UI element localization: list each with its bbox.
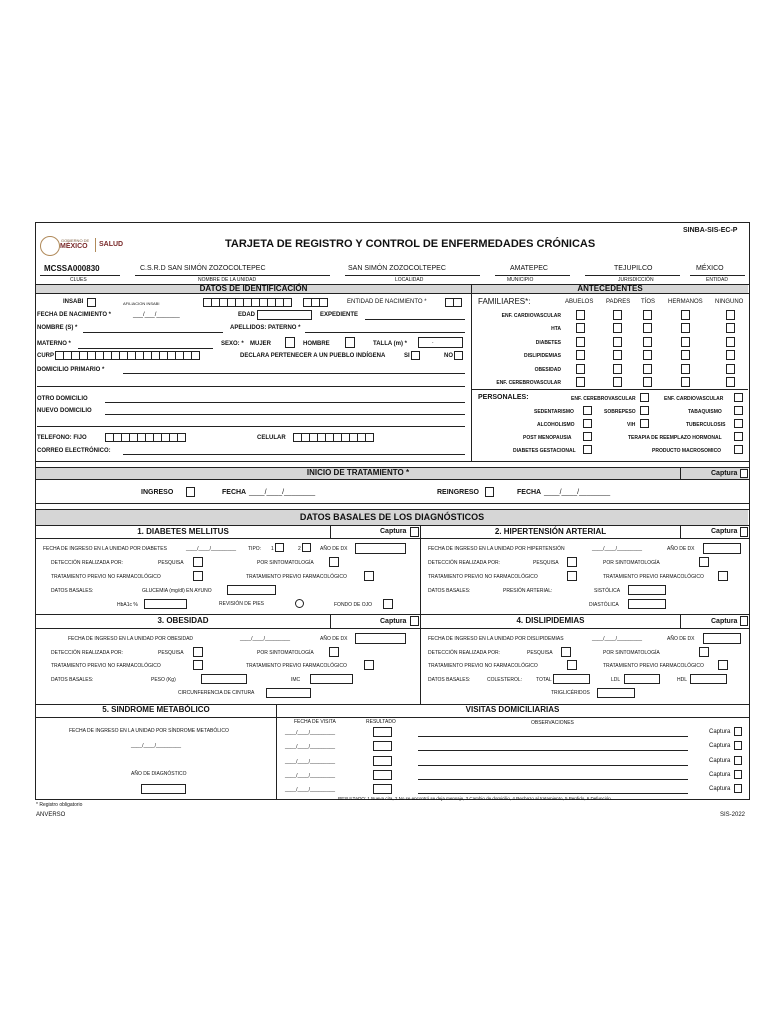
- dm-captura-label: Captura: [380, 528, 407, 535]
- insabi-checkbox[interactable]: [87, 298, 96, 307]
- fam-row-label: DISLIPIDEMIAS: [524, 353, 561, 359]
- fam-row-label: ENF. CEREBROVASCULAR: [496, 380, 561, 386]
- telefono-label: TELEFONO: FIJO: [37, 435, 87, 441]
- dislip-ldl-field[interactable]: [624, 674, 660, 684]
- pers-sedentarismo: SEDENTARISMO: [534, 409, 574, 415]
- dm-anio-field[interactable]: [355, 543, 406, 554]
- obesidad-peso-field[interactable]: [201, 674, 247, 684]
- pers-diabetes-gest: DIABETES GESTACIONAL: [513, 448, 576, 454]
- visit-resultado-field[interactable]: [373, 741, 392, 751]
- macrosomico-checkbox[interactable]: [734, 445, 743, 454]
- fam-checkbox[interactable]: [643, 350, 652, 360]
- ingreso-checkbox[interactable]: [186, 487, 195, 497]
- visitas-observaciones-label: OBSERVACIONES: [531, 720, 574, 726]
- dislip-colesterol: COLESTEROL:: [487, 677, 523, 683]
- hta-fecha-blank[interactable]: ____/____/_________: [592, 546, 643, 552]
- hta-diastolica-field[interactable]: [628, 599, 666, 609]
- alcoholismo-checkbox[interactable]: [583, 419, 592, 428]
- mujer-label: MUJER: [250, 341, 272, 347]
- sobrepeso-checkbox[interactable]: [640, 406, 649, 415]
- visit-captura-label: Captura: [709, 743, 731, 749]
- tratamiento-captura-label: Captura: [711, 470, 738, 477]
- indigena-label: DECLARA PERTENECER A UN PUEBLO INDÍGENA: [240, 353, 386, 359]
- fam-checkbox[interactable]: [726, 337, 735, 347]
- fam-checkbox[interactable]: [681, 323, 690, 333]
- visit-observaciones-line[interactable]: [418, 750, 688, 751]
- obesidad-fecha-label: FECHA DE INGRESO EN LA UNIDAD POR OBESIDAD: [68, 636, 194, 642]
- visitas-leyenda: RESULTADO: 1.Nueva cita, 2.No se encontró se deja mensaje, 3.Cambio de domicilio, 4.Rechazo al tratamiento, 5.Perdido, 6.Defunción.: [338, 796, 612, 801]
- dislip-captura-checkbox[interactable]: [740, 616, 748, 626]
- otro-domicilio-line[interactable]: [105, 402, 465, 403]
- obesidad-captura-checkbox[interactable]: [410, 616, 419, 626]
- col-padres: PADRES: [606, 299, 631, 305]
- hta-no-farm: TRATAMIENTO PREVIO NO FARMACOLÓGICO: [428, 574, 538, 580]
- obesidad-imc: IMC: [291, 677, 301, 683]
- reingreso-fecha-label: FECHA: [517, 489, 542, 496]
- dm-no-farm-checkbox[interactable]: [193, 571, 203, 581]
- visit-observaciones-line[interactable]: [418, 779, 688, 780]
- hta-pesquisa-checkbox[interactable]: [567, 557, 577, 567]
- visitas-fecha-label: FECHA DE VISITA: [294, 719, 336, 725]
- hta-farm-checkbox[interactable]: [718, 571, 728, 581]
- fam-checkbox[interactable]: [576, 377, 585, 387]
- dm-title: 1. DIABETES MELLITUS: [137, 527, 229, 536]
- visit-captura-checkbox[interactable]: [734, 741, 742, 750]
- reingreso-fecha-blank[interactable]: ____/____/________: [544, 489, 611, 496]
- dislip-fecha-label: FECHA DE INGRESO EN LA UNIDAD POR DISLIPIDEMIAS: [428, 636, 564, 642]
- dislip-no-farm-checkbox[interactable]: [567, 660, 577, 670]
- dm-sintomatologia: POR SINTOMATOLOGÍA: [257, 560, 314, 566]
- tratamiento-title: INICIO DE TRATAMIENTO *: [306, 468, 410, 477]
- hta-captura-label: Captura: [711, 528, 738, 535]
- dislip-no-farm: TRATAMIENTO PREVIO NO FARMACOLÓGICO: [428, 663, 538, 669]
- clues-label: CLUES: [70, 277, 87, 283]
- fam-checkbox[interactable]: [726, 364, 735, 374]
- entidad-nac-cells[interactable]: [445, 298, 461, 307]
- nuevo-domicilio-line[interactable]: [105, 414, 465, 415]
- pers-cardio-checkbox[interactable]: [734, 393, 743, 402]
- mujer-checkbox[interactable]: [285, 337, 295, 348]
- dm-pies: REVISIÓN DE PIES: [219, 601, 265, 607]
- jurisdiccion-line: [585, 275, 680, 276]
- obesidad-anio-field[interactable]: [355, 633, 406, 644]
- pers-postmenopausia: POST MENOPAUSIA: [523, 435, 572, 441]
- dislip-anio-field[interactable]: [703, 633, 741, 644]
- fam-checkbox[interactable]: [726, 350, 735, 360]
- materno-label: MATERNO *: [37, 341, 71, 347]
- visit-observaciones-line[interactable]: [418, 736, 688, 737]
- coat-of-arms-icon: [40, 236, 60, 256]
- visit-resultado-field[interactable]: [373, 770, 392, 780]
- obesidad-cintura-field[interactable]: [266, 688, 311, 698]
- dislip-pesquisa-checkbox[interactable]: [561, 647, 571, 657]
- fam-row-label: ENF. CARDIOVASCULAR: [501, 313, 561, 319]
- pers-tuberculosis: TUBERCULOSIS: [686, 422, 726, 428]
- obesidad-pesquisa-checkbox[interactable]: [193, 647, 203, 657]
- obesidad-anio-label: AÑO DE DX: [320, 636, 348, 642]
- visit-captura-checkbox[interactable]: [734, 784, 742, 793]
- logo-gov-line1: GOBIERNO DE: [61, 238, 90, 243]
- form-code: SINBA-SIS-EC-P: [683, 227, 738, 234]
- pers-terapia: TERAPIA DE REEMPLAZO HORMONAL: [628, 435, 722, 441]
- dm-tipo1: 1: [271, 546, 274, 552]
- nombre-line[interactable]: [83, 332, 223, 333]
- hta-presion: PRESIÓN ARTERIAL:: [503, 588, 553, 594]
- hta-no-farm-checkbox[interactable]: [567, 571, 577, 581]
- hta-deteccion: DETECCIÓN REALIZADA POR:: [428, 560, 500, 566]
- fam-checkbox[interactable]: [726, 323, 735, 333]
- hta-captura-checkbox[interactable]: [740, 527, 748, 537]
- fam-checkbox[interactable]: [681, 364, 690, 374]
- fam-checkbox[interactable]: [576, 310, 585, 320]
- visit-fecha-blank[interactable]: ____/____/_________: [285, 759, 336, 765]
- correo-line[interactable]: [123, 454, 465, 455]
- curp-cells[interactable]: [55, 351, 199, 360]
- fam-row-label: OBESIDAD: [534, 367, 561, 373]
- basales-title: DATOS BASALES DE LOS DIAGNÓSTICOS: [299, 512, 485, 522]
- dm-datos: DATOS BASALES:: [51, 588, 94, 594]
- fam-checkbox[interactable]: [576, 323, 585, 333]
- postmenopausia-checkbox[interactable]: [583, 432, 592, 441]
- obesidad-deteccion: DETECCIÓN REALIZADA POR:: [51, 650, 123, 656]
- obesidad-peso: PESO (Kg): [151, 677, 176, 683]
- visit-resultado-field[interactable]: [373, 784, 392, 794]
- visit-captura-label: Captura: [709, 758, 731, 764]
- anverso-label: ANVERSO: [36, 812, 66, 818]
- jurisdiccion-label: JURISDICCIÓN: [618, 277, 654, 283]
- fam-checkbox[interactable]: [643, 310, 652, 320]
- pers-alcoholismo: ALCOHOLISMO: [537, 422, 575, 428]
- nuevo-domicilio-line-2[interactable]: [37, 426, 465, 427]
- dm-glucemia-field[interactable]: [227, 585, 276, 595]
- telefono-cells[interactable]: [105, 433, 185, 442]
- obesidad-farm: TRATAMIENTO PREVIO FARMACOLÓGICO: [246, 663, 347, 669]
- form-title: TARJETA DE REGISTRO Y CONTROL DE ENFERMEDADES CRÓNICAS: [225, 238, 596, 250]
- fecha-nac-blank[interactable]: ___/___/_______: [133, 312, 180, 318]
- talla-dot: .: [432, 339, 434, 345]
- no-checkbox[interactable]: [454, 351, 463, 360]
- hombre-checkbox[interactable]: [345, 337, 355, 348]
- antecedentes-title: ANTECEDENTES: [577, 284, 643, 293]
- pers-cerebro-label: ENF. CEREBROVASCULAR: [571, 396, 636, 402]
- entidad-label: ENTIDAD: [706, 277, 728, 283]
- obesidad-sintomatologia-checkbox[interactable]: [329, 647, 339, 657]
- edad-field[interactable]: [257, 310, 312, 320]
- tuberculosis-checkbox[interactable]: [734, 419, 743, 428]
- talla-field[interactable]: [418, 337, 463, 348]
- apellido-paterno-label: APELLIDOS: PATERNO *: [230, 325, 301, 331]
- ident-title: DATOS DE IDENTIFICACIÓN: [199, 284, 308, 293]
- obesidad-imc-field[interactable]: [310, 674, 353, 684]
- familiares-label: FAMILIARES*:: [478, 297, 531, 306]
- obesidad-farm-checkbox[interactable]: [364, 660, 374, 670]
- dm-no-farm: TRATAMIENTO PREVIO NO FARMACOLÓGICO: [51, 574, 161, 580]
- visit-captura-checkbox[interactable]: [734, 756, 742, 765]
- fam-checkbox[interactable]: [643, 377, 652, 387]
- metabolico-anio-field[interactable]: [141, 784, 186, 794]
- dm-fecha-blank[interactable]: ____/____/_________: [186, 546, 237, 552]
- entidad-nac-label: ENTIDAD DE NACIMIENTO *: [347, 299, 427, 305]
- obesidad-title: 3. OBESIDAD: [157, 616, 209, 625]
- visit-fecha-blank[interactable]: ____/____/_________: [285, 730, 336, 736]
- nuevo-domicilio-label: NUEVO DOMICILIO: [37, 408, 92, 414]
- jurisdiccion-value: TEJUPILCO: [614, 265, 653, 272]
- municipio-line: [495, 275, 570, 276]
- clues-line: [40, 275, 120, 276]
- dm-pesquisa: PESQUISA: [158, 560, 184, 566]
- dm-fondo: FONDO DE OJO: [334, 602, 373, 608]
- hta-title: 2. HIPERTENSIÓN ARTERIAL: [494, 527, 607, 536]
- dm-farm-checkbox[interactable]: [364, 571, 374, 581]
- hta-sistolica-field[interactable]: [628, 585, 666, 595]
- visitas-resultado-label: RESULTADO: [366, 719, 396, 725]
- fam-checkbox[interactable]: [681, 337, 690, 347]
- hta-diastolica: DIASTÓLICA: [589, 602, 619, 608]
- celular-cells[interactable]: [293, 433, 373, 442]
- expediente-line[interactable]: [365, 319, 465, 320]
- pers-vih: VIH: [627, 422, 636, 428]
- visitas-title: VISITAS DOMICILIARIAS: [465, 705, 560, 714]
- correo-label: CORREO ELECTRÓNICO:: [37, 448, 111, 454]
- ingreso-label: INGRESO: [141, 489, 174, 496]
- visit-fecha-blank[interactable]: ____/____/_________: [285, 744, 336, 750]
- logo-salud: SALUD: [99, 241, 124, 248]
- hombre-label: HOMBRE: [303, 341, 330, 347]
- dislip-deteccion: DETECCIÓN REALIZADA POR:: [428, 650, 500, 656]
- dm-hba1c: HbA1c %: [117, 602, 138, 608]
- col-abuelos: ABUELOS: [565, 299, 594, 305]
- dislip-trigliceridos-field[interactable]: [597, 688, 635, 698]
- hta-farm: TRATAMIENTO PREVIO FARMACOLÓGICO: [603, 574, 704, 580]
- fam-checkbox[interactable]: [613, 337, 622, 347]
- localidad-value: SAN SIMÓN ZOZOCOLTEPEC: [348, 265, 446, 272]
- pers-tabaquismo: TABAQUISMO: [688, 409, 722, 415]
- fam-checkbox[interactable]: [681, 350, 690, 360]
- obesidad-sintomatologia: POR SINTOMATOLOGÍA: [257, 650, 314, 656]
- visit-fecha-blank[interactable]: ____/____/_________: [285, 773, 336, 779]
- dislip-anio-label: AÑO DE DX: [667, 636, 695, 642]
- nombre-label: NOMBRE (S) *: [37, 325, 78, 331]
- clues-value: MCSSA000830: [44, 264, 100, 273]
- dislip-title: 4. DISLIPIDEMIAS: [516, 616, 585, 625]
- si-checkbox[interactable]: [411, 351, 420, 360]
- metabolico-anio-label: AÑO DE DIAGNÓSTICO: [131, 771, 187, 777]
- tabaquismo-checkbox[interactable]: [734, 406, 743, 415]
- fam-row-label: DIABETES: [535, 340, 561, 346]
- dm-fecha-label: FECHA DE INGRESO EN LA UNIDAD POR DIABETES: [43, 546, 167, 552]
- municipio-value: AMATEPEC: [510, 265, 548, 272]
- fam-row-label: HTA: [551, 326, 561, 332]
- visit-captura-checkbox[interactable]: [734, 727, 742, 736]
- hta-anio-label: AÑO DE DX: [667, 546, 695, 552]
- metabolico-fecha-blank[interactable]: ____/____/_________: [131, 743, 182, 749]
- visit-resultado-field[interactable]: [373, 727, 392, 737]
- apellido-paterno-line[interactable]: [305, 332, 465, 333]
- otro-domicilio-label: OTRO DOMICILIO: [37, 396, 88, 402]
- vih-checkbox[interactable]: [640, 419, 649, 428]
- personales-label: PERSONALES:: [478, 394, 529, 401]
- dislip-fecha-blank[interactable]: ____/____/_________: [592, 636, 643, 642]
- fam-checkbox[interactable]: [643, 323, 652, 333]
- tratamiento-captura-checkbox[interactable]: [740, 469, 748, 478]
- dm-fondo-checkbox[interactable]: [383, 599, 393, 609]
- dislip-sintomatologia-checkbox[interactable]: [699, 647, 709, 657]
- terapia-checkbox[interactable]: [734, 432, 743, 441]
- unit-name-line: [135, 275, 330, 276]
- dm-tipo-label: TIPO:: [248, 546, 262, 552]
- fam-checkbox[interactable]: [576, 337, 585, 347]
- sedentarismo-checkbox[interactable]: [583, 406, 592, 415]
- dislip-pesquisa: PESQUISA: [527, 650, 553, 656]
- info-circle-icon: [295, 599, 304, 608]
- col-hermanos: HERMANOS: [668, 299, 703, 305]
- afiliacion-cells[interactable]: [203, 298, 291, 307]
- dislip-farm: TRATAMIENTO PREVIO FARMACOLÓGICO: [603, 663, 704, 669]
- fam-checkbox[interactable]: [613, 364, 622, 374]
- obesidad-fecha-blank[interactable]: ____/____/_________: [240, 636, 291, 642]
- reingreso-checkbox[interactable]: [485, 487, 494, 497]
- dislip-sintomatologia: POR SINTOMATOLOGÍA: [603, 650, 660, 656]
- entidad-line: [690, 275, 745, 276]
- hta-fecha-label: FECHA DE INGRESO EN LA UNIDAD POR HIPERTENSIÓN: [428, 546, 565, 552]
- dislip-hdl-field[interactable]: [690, 674, 727, 684]
- dislip-farm-checkbox[interactable]: [718, 660, 728, 670]
- si-label: SI: [404, 353, 410, 359]
- dm-tipo1-checkbox[interactable]: [275, 543, 284, 552]
- sexo-label: SEXO: *: [221, 341, 244, 347]
- fam-checkbox[interactable]: [613, 377, 622, 387]
- dm-farm: TRATAMIENTO PREVIO FARMACOLÓGICO: [246, 574, 347, 580]
- obesidad-datos: DATOS BASALES:: [51, 677, 94, 683]
- fam-checkbox[interactable]: [613, 350, 622, 360]
- col-ninguno: NINGUNO: [715, 299, 744, 305]
- visit-fecha-blank[interactable]: ____/____/_________: [285, 787, 336, 793]
- dislip-hdl: HDL: [677, 677, 688, 683]
- reingreso-label: REINGRESO: [437, 489, 480, 496]
- edad-label: EDAD: [238, 312, 256, 318]
- col-tios: TÍOS: [641, 299, 656, 305]
- dm-sintomatologia-checkbox[interactable]: [329, 557, 339, 567]
- hta-anio-field[interactable]: [703, 543, 741, 554]
- visit-captura-label: Captura: [709, 772, 731, 778]
- talla-label: TALLA (m) *: [373, 341, 407, 347]
- pers-cerebro-checkbox[interactable]: [640, 393, 649, 402]
- pers-sobrepeso: SOBREPESO: [604, 409, 636, 415]
- dm-glucemia: GLUCEMIA (mg/dl) EN AYUNO: [142, 588, 212, 594]
- sis-label: SIS-2022: [720, 812, 746, 818]
- fam-checkbox[interactable]: [576, 364, 585, 374]
- dislip-trigliceridos: TRIGLICÉRIDOS: [551, 690, 590, 696]
- expediente-label: EXPEDIENTE: [320, 312, 359, 318]
- domicilio-label: DOMICILIO PRIMARIO *: [37, 367, 105, 373]
- fam-checkbox[interactable]: [643, 364, 652, 374]
- hta-pesquisa: PESQUISA: [533, 560, 559, 566]
- dislip-total-field[interactable]: [553, 674, 590, 684]
- domicilio-line-1[interactable]: [123, 373, 465, 374]
- obesidad-no-farm-checkbox[interactable]: [193, 660, 203, 670]
- visit-observaciones-line[interactable]: [418, 793, 688, 794]
- pers-cardio-label: ENF. CARDIOVASCULAR: [664, 396, 724, 402]
- municipio-label: MUNICIPIO: [507, 277, 534, 283]
- fam-checkbox[interactable]: [613, 310, 622, 320]
- materno-line[interactable]: [78, 348, 213, 349]
- fam-checkbox[interactable]: [726, 310, 735, 320]
- no-label: NO: [444, 353, 453, 359]
- metabolico-title: 5. SINDROME METABÓLICO: [102, 705, 210, 714]
- metabolico-fecha-label: FECHA DE INGRESO EN LA UNIDAD POR SÍNDROME METABÓLICO: [69, 728, 229, 734]
- pers-macrosomico: PRODUCTO MACROSOMICO: [652, 448, 722, 454]
- dm-anio-label: AÑO DE DX: [320, 546, 348, 552]
- dm-captura-checkbox[interactable]: [410, 527, 419, 537]
- hta-sistolica: SISTÓLICA: [594, 588, 621, 594]
- fam-checkbox[interactable]: [726, 377, 735, 387]
- celular-label: CELULAR: [257, 435, 286, 441]
- visit-captura-checkbox[interactable]: [734, 770, 742, 779]
- fam-checkbox[interactable]: [681, 310, 690, 320]
- domicilio-line-2[interactable]: [37, 386, 465, 387]
- dislip-datos: DATOS BASALES:: [428, 677, 471, 683]
- dislip-captura-label: Captura: [711, 618, 738, 625]
- logo-gov-line2: MÉXICO: [60, 243, 88, 250]
- fam-checkbox[interactable]: [576, 350, 585, 360]
- afiliacion-label: AFILIACION INSABI: [123, 301, 160, 306]
- registro-note: * Registro obligatorio: [36, 802, 83, 808]
- fecha-nac-label: FECHA DE NACIMIENTO *: [37, 312, 112, 318]
- obesidad-pesquisa: PESQUISA: [158, 650, 184, 656]
- obesidad-cintura: CIRCUNFERENCIA DE CINTURA: [178, 690, 255, 696]
- entidad-value: MÉXICO: [696, 265, 724, 272]
- visit-observaciones-line[interactable]: [418, 765, 688, 766]
- dislip-ldl: LDL: [611, 677, 621, 683]
- dm-tipo2-checkbox[interactable]: [302, 543, 311, 552]
- obesidad-no-farm: TRATAMIENTO PREVIO NO FARMACOLÓGICO: [51, 663, 161, 669]
- obesidad-captura-label: Captura: [380, 618, 407, 625]
- dm-tipo2: 2: [298, 546, 301, 552]
- visit-resultado-field[interactable]: [373, 756, 392, 766]
- insabi-label: INSABI: [63, 299, 84, 305]
- unit-name-value: C.S.R.D SAN SIMÓN ZOZOCOLTEPEC: [140, 265, 266, 272]
- ingreso-fecha-blank[interactable]: ____/____/________: [249, 489, 316, 496]
- fam-checkbox[interactable]: [613, 323, 622, 333]
- dm-pesquisa-checkbox[interactable]: [193, 557, 203, 567]
- dm-hba1c-field[interactable]: [144, 599, 187, 609]
- hta-sintomatologia-checkbox[interactable]: [699, 557, 709, 567]
- dm-deteccion: DETECCIÓN REALIZADA POR:: [51, 560, 123, 566]
- fam-checkbox[interactable]: [643, 337, 652, 347]
- visit-captura-label: Captura: [709, 786, 731, 792]
- ingreso-fecha-label: FECHA: [222, 489, 247, 496]
- localidad-label: LOCALIDAD: [395, 277, 424, 283]
- curp-label: CURP: [37, 353, 55, 359]
- diabetes-gest-checkbox[interactable]: [583, 445, 592, 454]
- unit-name-label: NOMBRE DE LA UNIDAD: [198, 277, 257, 283]
- fam-checkbox[interactable]: [681, 377, 690, 387]
- dislip-total: TOTAL: [536, 677, 552, 683]
- hta-sintomatologia: POR SINTOMATOLOGÍA: [603, 560, 660, 566]
- afiliacion-cells-2[interactable]: [303, 298, 327, 307]
- hta-datos: DATOS BASALES:: [428, 588, 471, 594]
- localidad-line: [345, 275, 480, 276]
- visit-captura-label: Captura: [709, 729, 731, 735]
